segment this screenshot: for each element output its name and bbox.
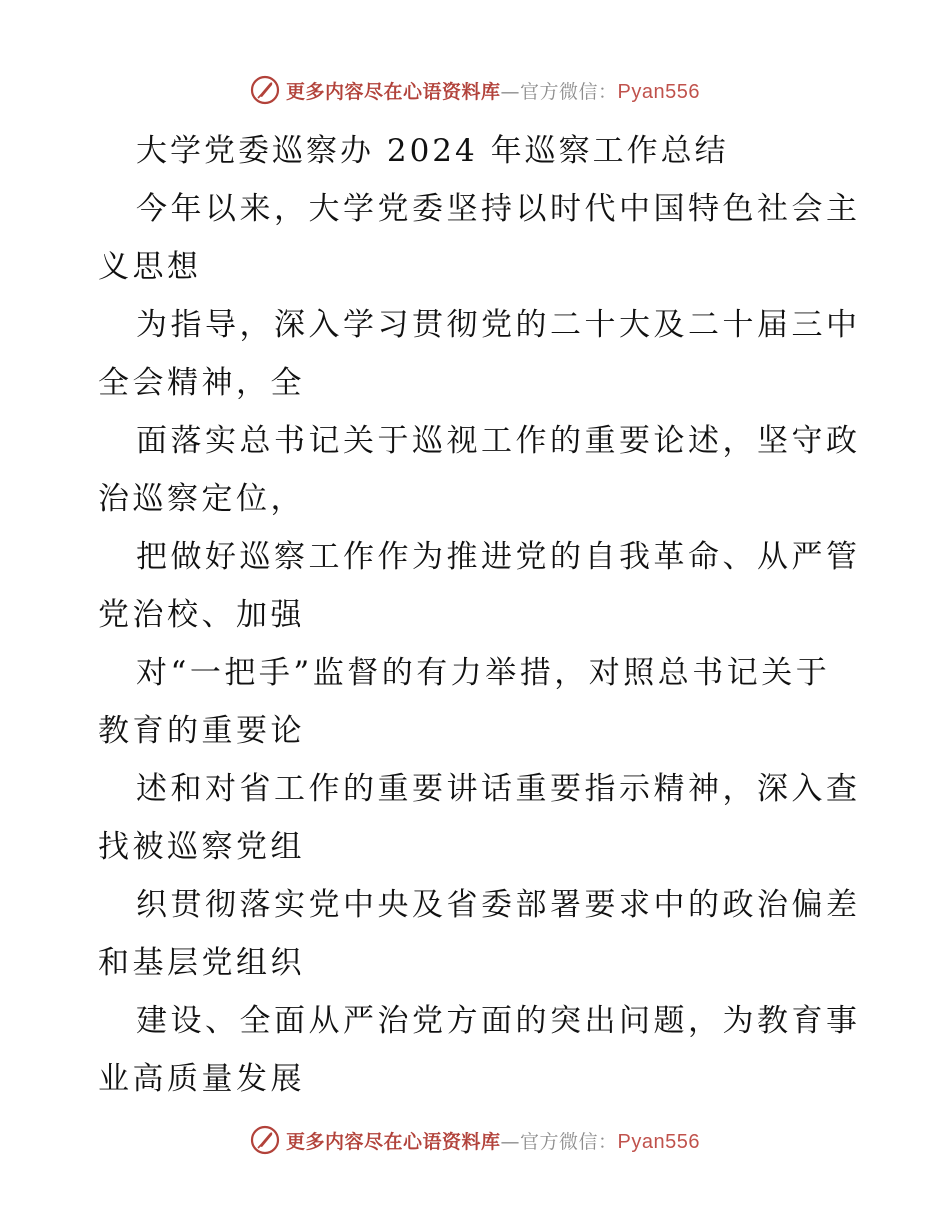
watermark-label: 官方微信： xyxy=(520,80,618,103)
document-line: 面落实总书记关于巡视工作的重要论述，坚守政 xyxy=(136,423,861,459)
document-line: 对“一把手”监督的有力举措，对照总书记关于 xyxy=(136,655,831,691)
document-title: 大学党委巡察办 2024 年巡察工作总结 xyxy=(136,133,729,169)
document-line: 织贯彻落实党中央及省委部署要求中的政治偏差 xyxy=(136,887,861,923)
watermark-brand: 更多内容尽在心语资料库 xyxy=(286,1130,501,1153)
document-line: 建设、全面从严治党方面的突出问题，为教育事 xyxy=(136,1003,861,1039)
watermark-wechat-id: Pyan556 xyxy=(617,80,700,103)
document-line: 义思想 xyxy=(98,249,202,285)
document-line: 治巡察定位， xyxy=(98,481,305,517)
document-body xyxy=(98,122,861,1108)
watermark-label: 官方微信： xyxy=(520,1130,618,1153)
document-line: 全会精神，全 xyxy=(98,365,305,401)
watermark-separator: — xyxy=(500,80,521,103)
watermark-brand: 更多内容尽在心语资料库 xyxy=(286,80,501,103)
quill-logo-icon xyxy=(250,75,280,105)
document-line: 业高质量发展 xyxy=(98,1061,305,1097)
document-line: 党治校、加强 xyxy=(98,597,305,633)
document-line: 今年以来，大学党委坚持以时代中国特色社会主 xyxy=(136,191,861,227)
document-line: 把做好巡察工作作为推进党的自我革命、从严管 xyxy=(136,539,861,575)
footer-watermark xyxy=(0,1122,950,1158)
document-line: 找被巡察党组 xyxy=(98,829,305,865)
document-line: 为指导，深入学习贯彻党的二十大及二十届三中 xyxy=(136,307,861,343)
quill-logo-icon xyxy=(250,1125,280,1155)
document-line: 述和对省工作的重要讲话重要指示精神，深入查 xyxy=(136,771,861,807)
watermark-wechat-id: Pyan556 xyxy=(617,1130,700,1153)
watermark-separator: — xyxy=(500,1130,521,1153)
header-watermark xyxy=(0,72,950,108)
document-line: 和基层党组织 xyxy=(98,945,305,981)
document-line: 教育的重要论 xyxy=(98,713,305,749)
